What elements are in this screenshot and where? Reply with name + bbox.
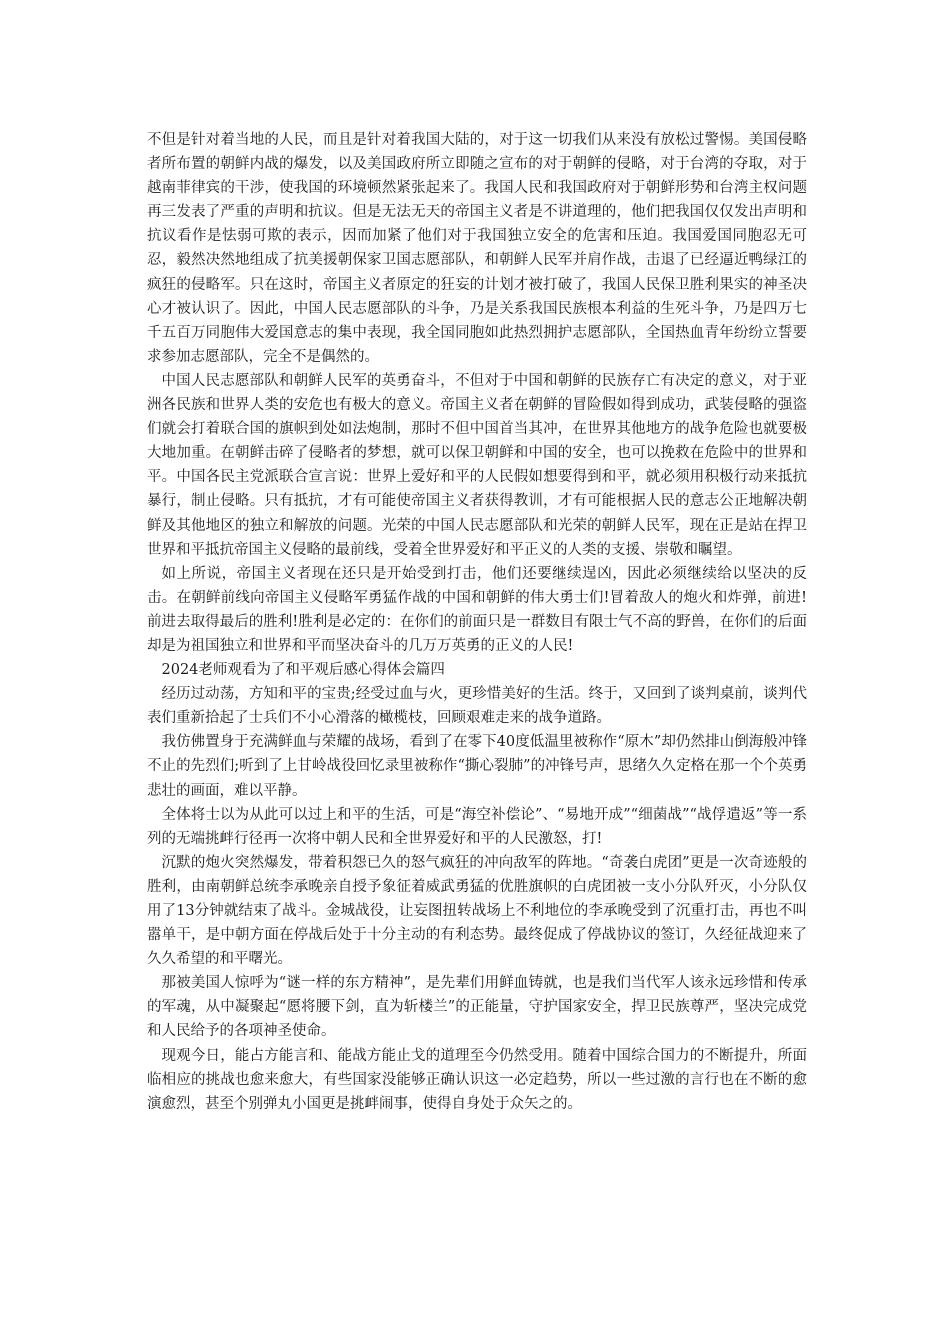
paragraph-6: 我仿佛置身于充满鲜血与荣耀的战场，看到了在零下40度低温里被称作“原木”却仍然排山倒海般冲锋不止的先烈们;听到了上甘岭战役回忆录里被称作“撕心裂肺”的冲锋号声，思绪久久定格在那一个个英勇悲壮的画面，难以平静。 [147, 734, 807, 799]
paragraph-5: 经历过动荡，方知和平的宝贵;经受过血与火，更珍惜美好的生活。终于，又回到了谈判桌前，谈判代表们重新拾起了士兵们不小心滑落的橄榄枝，回顾艰难走来的战争道路。 [147, 686, 807, 727]
paragraph-9: 那被美国人惊呼为“谜一样的东方精神”，是先辈们用鲜血铸就，也是我们当代军人该永远珍惜和传承的军魂，从中凝聚起“愿将腰下剑，直为斩楼兰”的正能量，守护国家安全，捍卫民族尊严，坚决完成党和人民给予的各项神圣使命。 [147, 975, 807, 1040]
paragraph-2: 中国人民志愿部队和朝鲜人民军的英勇奋斗，不但对于中国和朝鲜的民族存亡有决定的意义，对于亚洲各民族和世界人类的安危也有极大的意义。帝国主义者在朝鲜的冒险假如得到成功，武装侵略的强盗们就会打着联合国的旗帜到处如法炮制，那时不但中国首当其冲，在世界其他地方的战争危险也就要极大地加重。在朝鲜击碎了侵略者的梦想，就可以保卫朝鲜和中国的安全，也可以挽救在危险中的世界和平。中国各民主党派联合宣言说：世界上爱好和平的人民假如想要得到和平，就必须用积极行动来抵抗暴行，制止侵略。只有抵抗，才有可能使帝国主义者获得教训，才有可能根据人民的意志公正地解决朝鲜及其他地区的独立和解放的问题。光荣的中国人民志愿部队和光荣的朝鲜人民军，现在正是站在捍卫世界和平抵抗帝国主义侵略的最前线，受着全世界爱好和平正义的人类的支援、崇敬和瞩望。 [147, 372, 807, 558]
paragraph-7: 全体将士以为从此可以过上和平的生活，可是“海空补偿论”、“易地开成”“细菌战”“战俘遣返”等一系列的无端挑衅行径再一次将中朝人民和全世界爱好和平的人民激怒，打! [147, 806, 807, 847]
paragraph-3: 如上所说，帝国主义者现在还只是开始受到打击，他们还要继续逞凶，因此必须继续给以坚决的反击。在朝鲜前线向帝国主义侵略军勇猛作战的中国和朝鲜的伟大勇士们!冒着敌人的炮火和炸弹，前进!前进去取得最后的胜利!胜利是必定的：在你们的前面只是一群数目有限士气不高的野兽，在你们的后面却是为祖国独立和世界和平而坚决奋斗的几万万英勇的正义的人民! [147, 565, 807, 654]
section-heading: 2024老师观看为了和平观后感心得体会篇四 [161, 662, 445, 679]
paragraph-8: 沉默的炮火突然爆发，带着积怨已久的怒气疯狂的冲向敌军的阵地。“奇袭白虎团”更是一次奇迹般的胜利，由南朝鲜总统李承晚亲自授予象征着威武勇猛的优胜旗帜的白虎团被一支小分队歼灭，小分队仅用了13分钟就结束了战斗。金城战役，让妄图扭转战场上不利地位的李承晚受到了沉重打击，再也不叫嚣单干，是中朝方面在停战后处于十分主动的有利态势。最终促成了停战协议的签订，久经征战迎来了久久希望的和平曙光。 [147, 854, 807, 968]
paragraph-10: 现观今日，能占方能言和、能战方能止戈的道理至今仍然受用。随着中国综合国力的不断提升，所面临相应的挑战也愈来愈大，有些国家没能够正确认识这一必定趋势，所以一些过激的言行也在不断的愈演愈烈，甚至个别弹丸小国更是挑衅闹事，使得自身处于众矢之的。 [147, 1047, 807, 1112]
document-body [147, 128, 807, 1116]
paragraph-1: 不但是针对着当地的人民，而且是针对着我国大陆的，对于这一切我们从来没有放松过警惕。美国侵略者所布置的朝鲜内战的爆发，以及美国政府所立即随之宣布的对于朝鲜的侵略，对于台湾的夺取，对于越南菲律宾的干涉，使我国的环境顿然紧张起来了。我国人民和我国政府对于朝鲜形势和台湾主权问题再三发表了严重的声明和抗议。但是无法无天的帝国主义者是不讲道理的，他们把我国仅仅发出声明和抗议看作是怯弱可欺的表示，因而加紧了他们对于我国独立安全的危害和压迫。我国爱国同胞忍无可忍，毅然决然地组成了抗美援朝保家卫国志愿部队，和朝鲜人民军并肩作战，击退了已经逼近鸭绿江的疯狂的侵略军。只在这时，帝国主义者原定的狂妄的计划才被打破了，我国人民保卫胜利果实的神圣决心才被认识了。因此，中国人民志愿部队的斗争，乃是关系我国民族根本利益的生死斗争，乃是四万七千五百万同胞伟大爱国意志的集中表现，我全国同胞如此热烈拥护志愿部队，全国热血青年纷纷立誓要求参加志愿部队，完全不是偶然的。 [147, 132, 807, 365]
